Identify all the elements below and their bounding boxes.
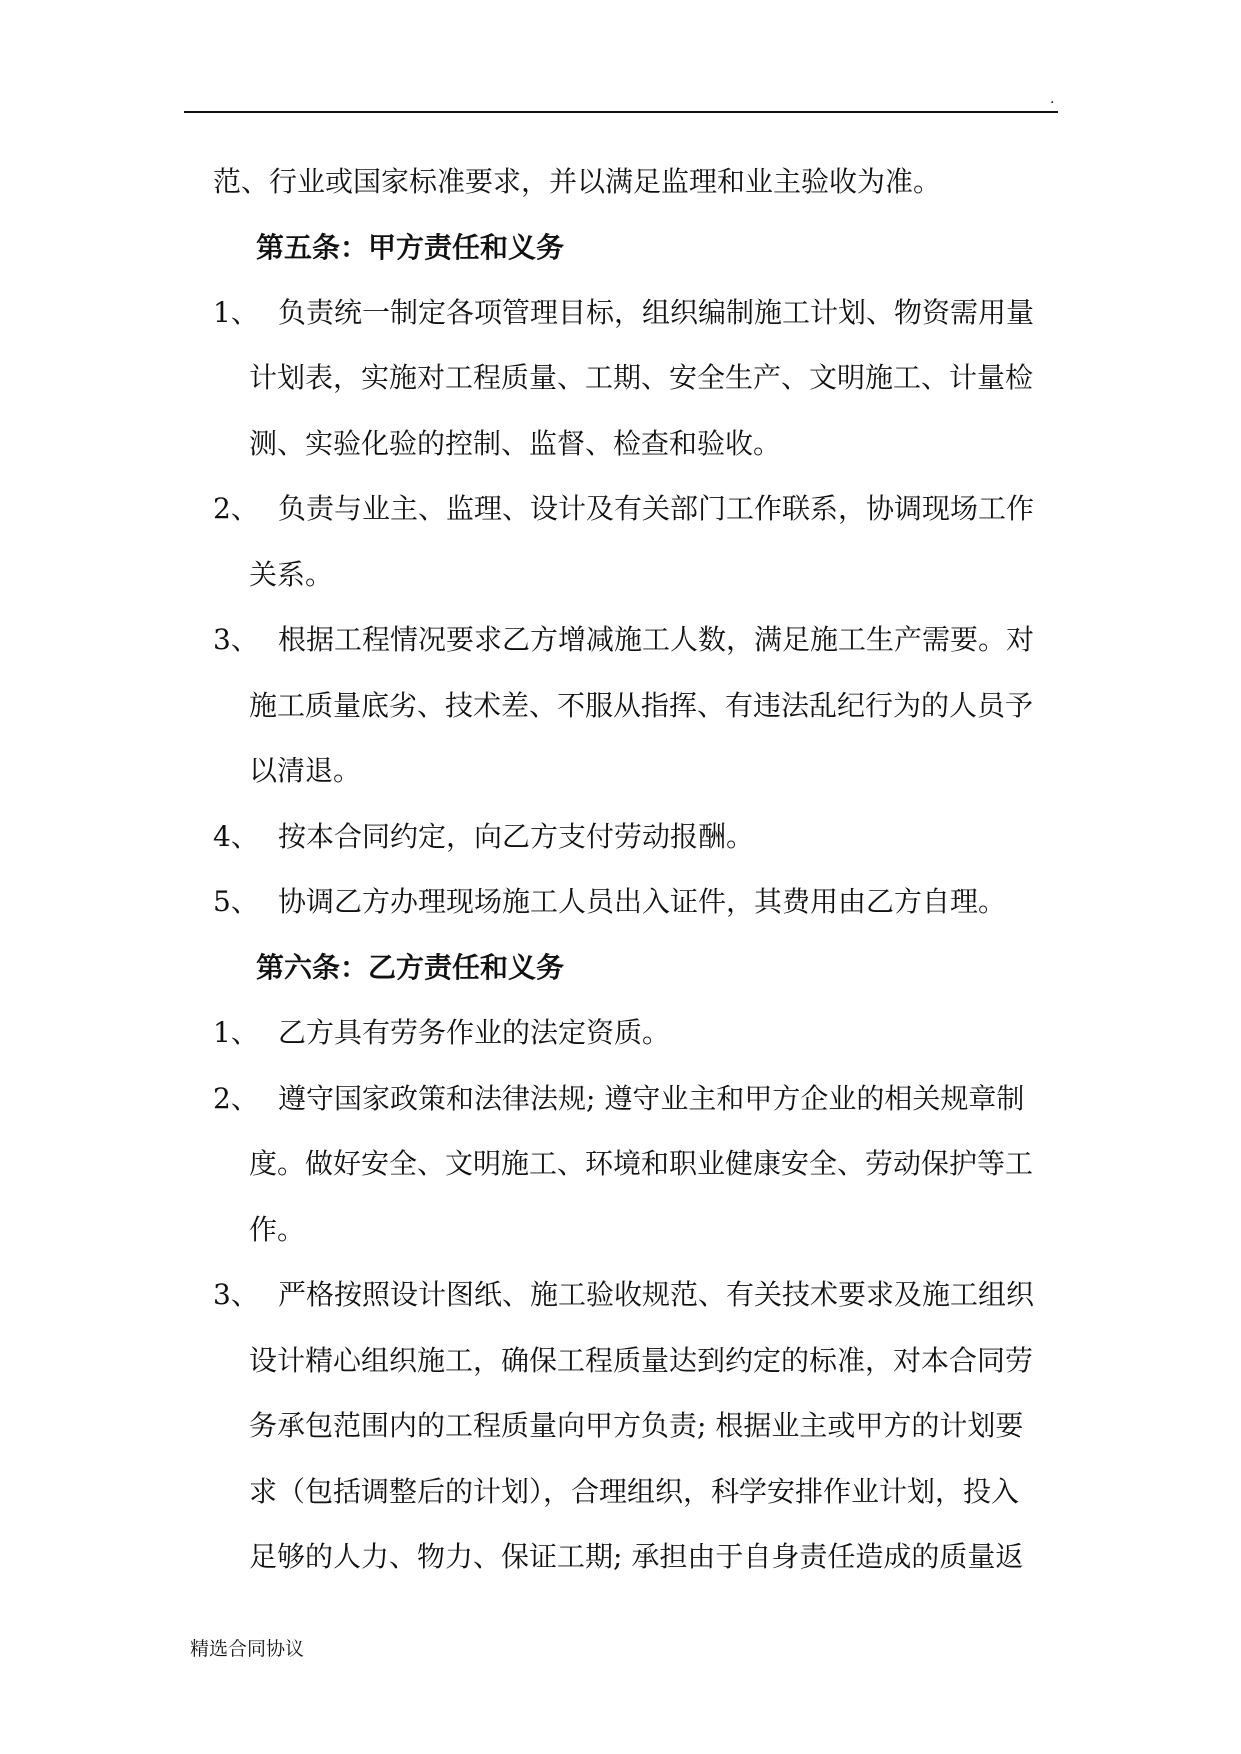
section-6-item-2-line-2: 度。做好安全、文明施工、环境和职业健康安全、劳动保护等工 <box>249 1147 1034 1180</box>
section-6-item-3-line-1: 严格按照设计图纸、施工验收规范、有关技术要求及施工组织 <box>278 1278 1035 1311</box>
section-5-item-5-line-1: 协调乙方办理现场施工人员出入证件，其费用由乙方自理。 <box>278 885 1007 918</box>
section-6-item-2-line-3: 作。 <box>249 1213 306 1246</box>
section-6-item-3-number: 3、 <box>213 1278 259 1311</box>
section-5-item-4-number: 4、 <box>213 820 259 853</box>
section-5-item-2-number: 2、 <box>213 492 259 525</box>
section-5-item-3-line-1: 根据工程情况要求乙方增减施工人数，满足施工生产需要。对 <box>278 623 1035 656</box>
section-6-heading: 第六条：乙方责任和义务 <box>256 951 565 984</box>
section-6-item-3-line-3: 务承包范围内的工程质量向甲方负责; 根据业主或甲方的计划要 <box>249 1409 1024 1442</box>
section-6-item-1-line-1: 乙方具有劳务作业的法定资质。 <box>278 1016 671 1049</box>
section-5-item-1-line-1: 负责统一制定各项管理目标，组织编制施工计划、物资需用量 <box>278 296 1035 329</box>
section-5-item-1-number: 1、 <box>213 296 259 329</box>
section-6-item-1-number: 1、 <box>213 1016 259 1049</box>
section-6-item-2-number: 2、 <box>213 1082 259 1115</box>
section-5-item-5-number: 5、 <box>213 885 259 918</box>
section-5-item-2-line-1: 负责与业主、监理、设计及有关部门工作联系，协调现场工作 <box>278 492 1035 525</box>
section-5-item-2-line-2: 关系。 <box>249 558 334 591</box>
section-5-heading: 第五条：甲方责任和义务 <box>256 231 565 264</box>
section-5-item-3-line-2: 施工质量底劣、技术差、不服从指挥、有违法乱纪行为的人员予 <box>249 689 1034 722</box>
intro-paragraph: 范、行业或国家标准要求，并以满足监理和业主验收为准。 <box>213 165 942 198</box>
section-6-item-2-line-1: 遵守国家政策和法律法规; 遵守业主和甲方企业的相关规章制 <box>278 1082 1025 1115</box>
section-6-item-3-line-4: 求（包括调整后的计划），合理组织，科学安排作业计划，投入 <box>249 1475 1020 1508</box>
section-6-item-3-line-2: 设计精心组织施工，确保工程质量达到约定的标准，对本合同劳 <box>249 1344 1034 1377</box>
section-6-item-3-line-5: 足够的人力、物力、保证工期; 承担由于自身责任造成的质量返 <box>249 1540 1024 1573</box>
section-5-item-1-line-3: 测、实验化验的控制、监督、检查和验收。 <box>249 427 782 460</box>
header-rule <box>184 111 1058 113</box>
section-5-item-3-line-3: 以清退。 <box>249 754 362 787</box>
section-5-item-3-number: 3、 <box>213 623 259 656</box>
section-5-item-4-line-1: 按本合同约定，向乙方支付劳动报酬。 <box>278 820 755 853</box>
section-5-item-1-line-2: 计划表，实施对工程质量、工期、安全生产、文明施工、计量检 <box>249 361 1034 394</box>
header-mark: . <box>1050 91 1055 107</box>
footer-label: 精选合同协议 <box>190 1638 305 1660</box>
